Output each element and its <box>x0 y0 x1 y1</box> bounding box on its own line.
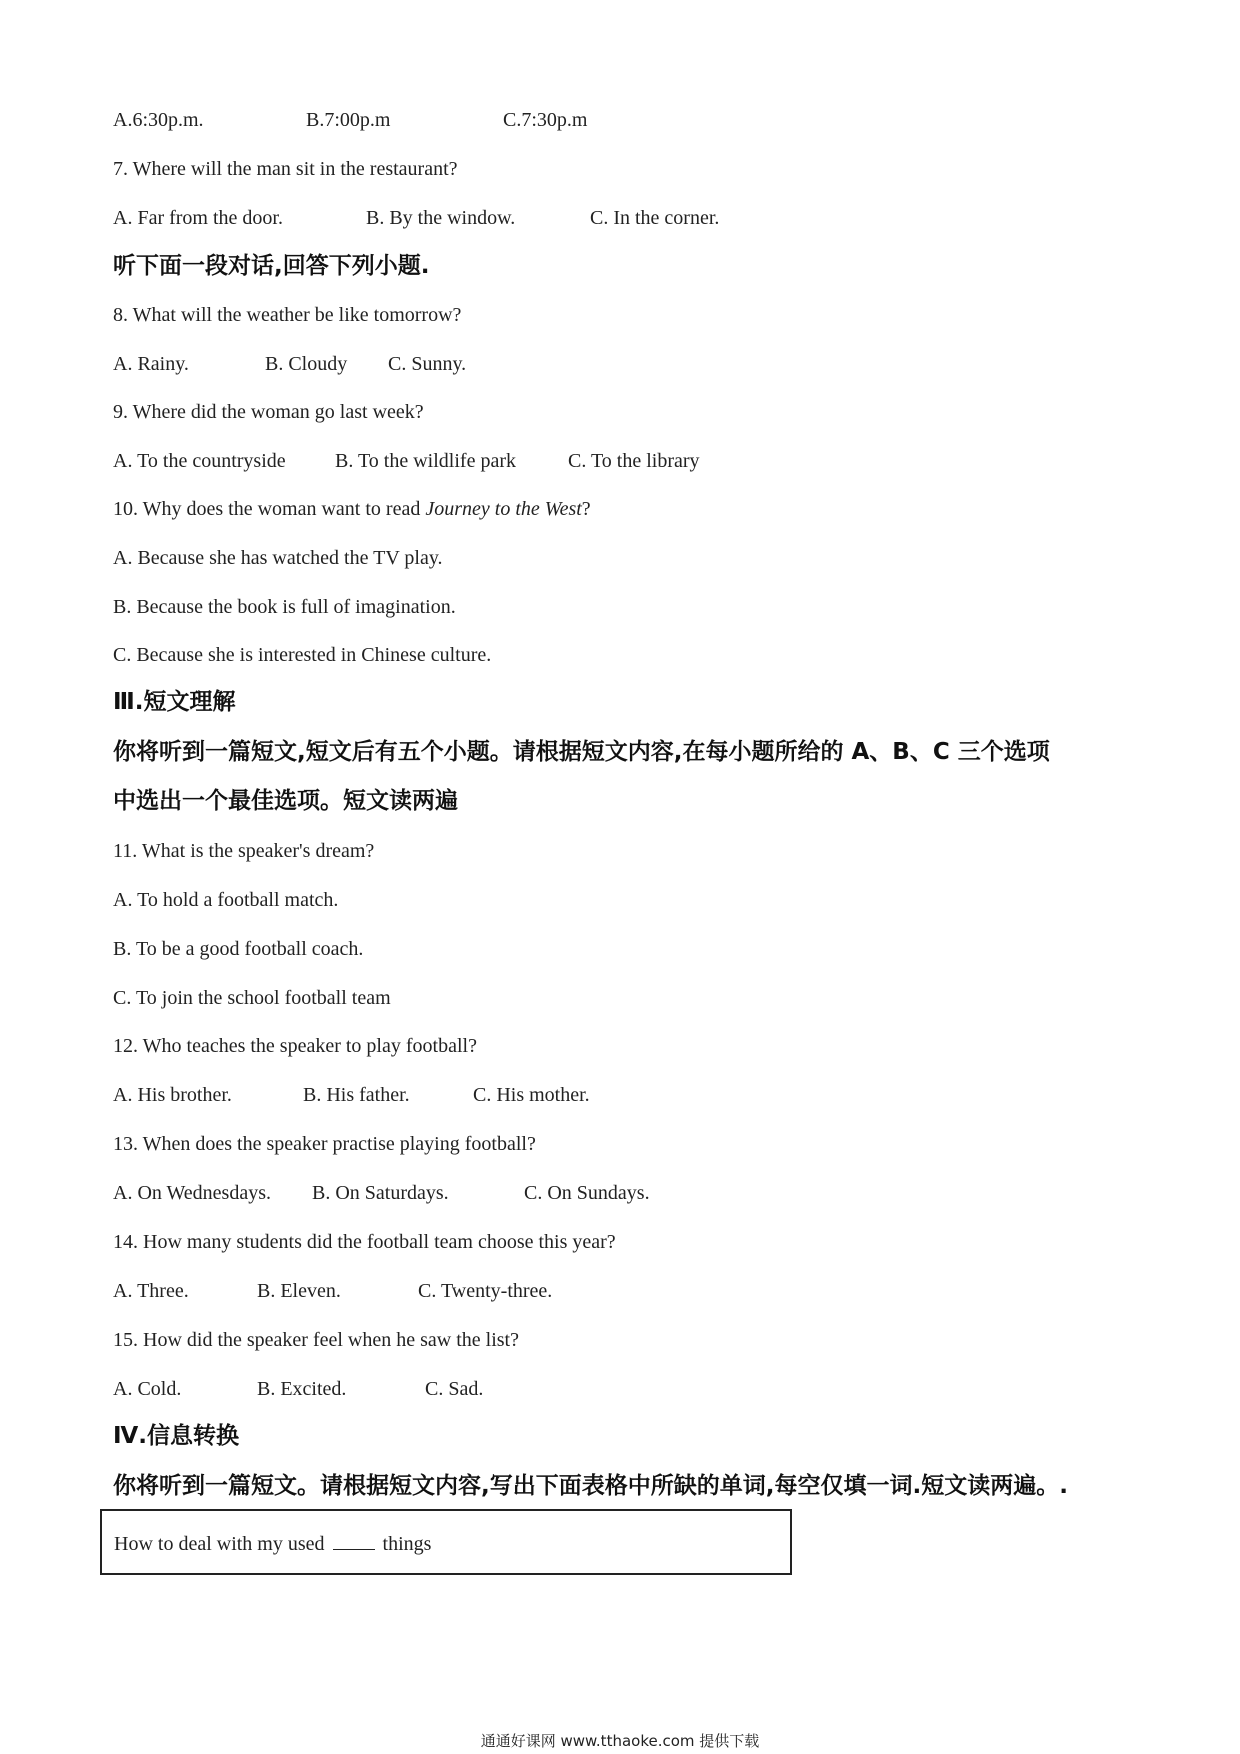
q15-question: 15. How did the speaker feel when he saw the list? <box>113 1329 519 1351</box>
info-table-row <box>114 1531 431 1557</box>
q15-option-c: C. Sad. <box>425 1378 484 1400</box>
q10-option-a: A. Because she has watched the TV play. <box>113 547 443 569</box>
q14-option-c: C. Twenty-three. <box>418 1280 553 1302</box>
q15-option-a: A. Cold. <box>113 1378 182 1400</box>
q6-option-a: A.6:30p.m. <box>113 109 204 131</box>
info-text-after: things <box>382 1533 432 1555</box>
q10-question-prefix: 10. Why does the woman want to read <box>113 498 426 520</box>
q15-option-b: B. Excited. <box>257 1378 347 1400</box>
section4-title: Ⅳ.信息转换 <box>113 1423 240 1449</box>
q12-option-b: B. His father. <box>303 1084 410 1106</box>
q13-question: 13. When does the speaker practise playing football? <box>113 1133 536 1155</box>
section3-title: Ⅲ.短文理解 <box>113 689 236 715</box>
q12-question: 12. Who teaches the speaker to play football? <box>113 1035 477 1057</box>
section3-instruction-line1: 你将听到一篇短文,短文后有五个小题。请根据短文内容,在每小题所给的 A、B、C 三个选项 <box>113 739 1050 765</box>
q8-option-c: C. Sunny. <box>388 353 467 375</box>
q6-option-c: C.7:30p.m <box>503 109 588 131</box>
info-table <box>100 1509 792 1575</box>
q10-book-title: Journey to the West <box>425 498 582 520</box>
q8-question: 8. What will the weather be like tomorrow? <box>113 304 462 326</box>
info-text-before: How to deal with my used <box>114 1533 325 1555</box>
answer-blank[interactable] <box>333 1548 375 1550</box>
q10-question-suffix: ? <box>581 498 591 520</box>
q7-option-b: B. By the window. <box>366 207 516 229</box>
q9-option-c: C. To the library <box>568 450 700 472</box>
section4-instruction: 你将听到一篇短文。请根据短文内容,写出下面表格中所缺的单词,每空仅填一词.短文读两遍。. <box>113 1473 1068 1499</box>
q7-option-a: A. Far from the door. <box>113 207 283 229</box>
q9-option-b: B. To the wildlife park <box>335 450 516 472</box>
q9-option-a: A. To the countryside <box>113 450 286 472</box>
q13-option-a: A. On Wednesdays. <box>113 1182 271 1204</box>
q7-question: 7. Where will the man sit in the restaurant? <box>113 158 458 180</box>
section3-instruction-line2: 中选出一个最佳选项。短文读两遍 <box>113 788 458 814</box>
q10-question <box>113 496 591 522</box>
q11-option-a: A. To hold a football match. <box>113 889 339 911</box>
dialogue-instruction: 听下面一段对话,回答下列小题. <box>113 253 430 279</box>
q9-question: 9. Where did the woman go last week? <box>113 401 424 423</box>
q8-option-b: B. Cloudy <box>265 353 348 375</box>
q11-option-b: B. To be a good football coach. <box>113 938 364 960</box>
q14-option-b: B. Eleven. <box>257 1280 341 1302</box>
q10-option-c: C. Because she is interested in Chinese culture. <box>113 644 492 666</box>
q14-question: 14. How many students did the football team choose this year? <box>113 1231 616 1253</box>
q12-option-c: C. His mother. <box>473 1084 590 1106</box>
q13-option-c: C. On Sundays. <box>524 1182 650 1204</box>
q8-option-a: A. Rainy. <box>113 353 189 375</box>
q6-option-b: B.7:00p.m <box>306 109 391 131</box>
q11-question: 11. What is the speaker's dream? <box>113 840 375 862</box>
q12-option-a: A. His brother. <box>113 1084 232 1106</box>
page-footer: 通通好课网 www.tthaoke.com 提供下载 <box>480 1732 760 1750</box>
q10-option-b: B. Because the book is full of imagination. <box>113 596 456 618</box>
q7-option-c: C. In the corner. <box>590 207 720 229</box>
q13-option-b: B. On Saturdays. <box>312 1182 449 1204</box>
q14-option-a: A. Three. <box>113 1280 189 1302</box>
q11-option-c: C. To join the school football team <box>113 987 391 1009</box>
